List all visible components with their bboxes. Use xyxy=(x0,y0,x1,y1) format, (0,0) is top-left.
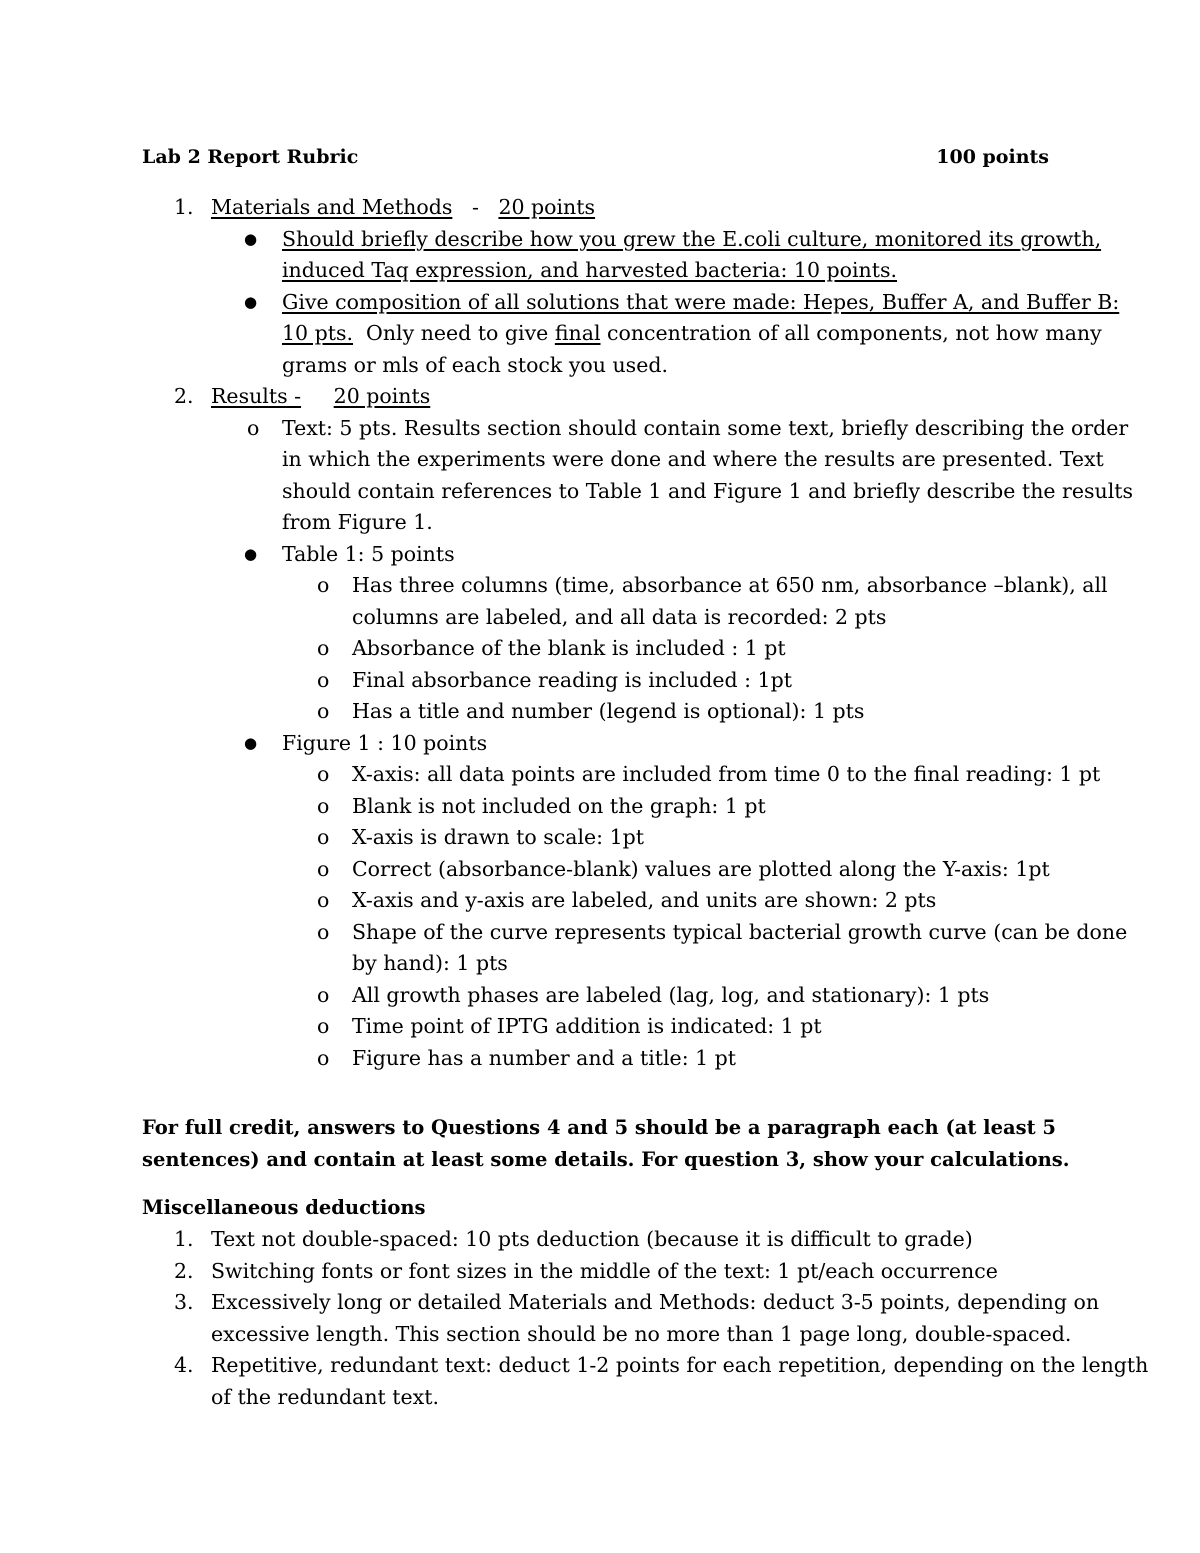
sub-item xyxy=(0,885,1200,917)
sub-item xyxy=(0,759,1200,791)
sub-item xyxy=(0,696,1200,728)
sub-item xyxy=(0,1011,1200,1043)
item-text: Excessively long or detailed Materials and Methods: deduct 3-5 points, depending on xyxy=(211,1290,1100,1314)
list-item xyxy=(0,287,1200,319)
list-item xyxy=(0,224,1200,256)
list-item xyxy=(0,1256,1200,1288)
title-row xyxy=(142,144,1049,170)
sub-item-cont xyxy=(0,602,1200,634)
list-item xyxy=(0,1287,1200,1319)
circle-bullet-icon: o xyxy=(317,888,330,912)
item-text: Shape of the curve represents typical bacterial growth curve (can be done xyxy=(352,919,1128,944)
list-item-cont xyxy=(0,318,1200,350)
item-text: Text not double-spaced: 10 pts deduction (because it is difficult to grade) xyxy=(211,1227,973,1251)
sub-item xyxy=(0,633,1200,665)
list-item-cont xyxy=(0,444,1200,476)
sub-item xyxy=(0,1043,1200,1075)
item-text: X-axis and y-axis are labeled, and units are shown: 2 pts xyxy=(352,888,937,912)
item-text: columns are labeled, and all data is recorded: 2 pts xyxy=(352,604,887,629)
item-text: Final absorbance reading is included : 1pt xyxy=(352,667,792,692)
sub-item xyxy=(0,822,1200,854)
list-item-cont xyxy=(0,255,1200,287)
document-title: Lab 2 Report Rubric xyxy=(142,146,359,168)
item-text: Repetitive, redundant text: deduct 1-2 points for each repetition, depending on the length xyxy=(211,1353,1149,1377)
circle-bullet-icon: o xyxy=(317,762,330,786)
item-text: by hand): 1 pts xyxy=(352,951,508,975)
list-item-cont xyxy=(0,1319,1200,1351)
note-line: For full credit, answers to Questions 4 and 5 should be a paragraph each (at least 5 xyxy=(142,1116,1056,1139)
circle-bullet-icon: o xyxy=(317,793,330,818)
list-item-cont xyxy=(0,507,1200,539)
list-item-cont xyxy=(0,476,1200,508)
list-number: 3. xyxy=(174,1290,194,1314)
item-text: X-axis is drawn to scale: 1pt xyxy=(352,825,645,849)
emphasis-text: final xyxy=(554,321,601,345)
circle-bullet-icon: o xyxy=(317,636,330,660)
sub-item xyxy=(0,980,1200,1012)
circle-bullet-icon: o xyxy=(317,856,330,881)
item-text: induced Taq expression, and harvested bacteria: 10 points. xyxy=(282,258,898,282)
sub-item xyxy=(0,665,1200,697)
separator: - xyxy=(471,195,479,219)
circle-bullet-icon: o xyxy=(317,982,330,1007)
list-number: 1. xyxy=(174,1227,194,1251)
sub-item xyxy=(0,791,1200,823)
item-text: from Figure 1. xyxy=(282,510,433,534)
misc-list xyxy=(0,1224,1200,1413)
item-text: Absorbance of the blank is included : 1 pt xyxy=(352,636,786,660)
list-item xyxy=(0,1224,1200,1256)
bullet-icon: ● xyxy=(244,733,258,752)
list-item-cont xyxy=(0,1382,1200,1414)
circle-bullet-icon: o xyxy=(317,573,330,597)
circle-bullet-icon: o xyxy=(317,919,330,944)
section-title: Materials and Methods xyxy=(211,195,453,219)
item-text: 10 pts. xyxy=(282,321,353,345)
item-text: Blank is not included on the graph: 1 pt xyxy=(352,793,766,818)
circle-bullet-icon: o xyxy=(317,667,330,692)
list-number: 2. xyxy=(174,1258,194,1283)
rubric-content xyxy=(0,192,1200,1074)
item-text: Correct (absorbance-blank) values are plotted along the Y-axis: 1pt xyxy=(352,856,1050,881)
misc-title: Miscellaneous deductions xyxy=(142,1196,426,1219)
item-text: should contain references to Table 1 and Figure 1 and briefly describe the results xyxy=(282,478,1134,503)
section-title: Results - xyxy=(211,384,302,408)
circle-bullet-icon: o xyxy=(317,699,330,723)
item-text: All growth phases are labeled (lag, log, and stationary): 1 pts xyxy=(352,982,990,1007)
sub-item xyxy=(0,570,1200,602)
item-text: excessive length. This section should be no more than 1 page long, double-spaced. xyxy=(211,1321,1072,1346)
sub-item-cont xyxy=(0,948,1200,980)
list-item xyxy=(0,413,1200,445)
item-text: Only need to give xyxy=(366,321,549,345)
bullet-icon: ● xyxy=(244,544,258,563)
section-points: 20 points xyxy=(333,384,431,408)
item-text: Time point of IPTG addition is indicated: 1 pt xyxy=(352,1014,822,1038)
list-number: 1. xyxy=(174,195,194,219)
bullet-icon: ● xyxy=(244,229,258,248)
list-item xyxy=(0,539,1200,571)
list-item xyxy=(0,728,1200,760)
item-text: grams or mls of each stock you used. xyxy=(282,352,668,377)
item-text: Figure has a number and a title: 1 pt xyxy=(352,1045,737,1070)
list-item xyxy=(0,1350,1200,1382)
sub-item xyxy=(0,854,1200,886)
section-heading xyxy=(0,192,1200,224)
bullet-icon: ● xyxy=(244,292,258,311)
list-number: 2. xyxy=(174,384,194,408)
item-text: Has a title and number (legend is optional): 1 pts xyxy=(352,699,865,723)
figure1-label: Figure 1 : 10 points xyxy=(282,730,488,755)
list-item-cont xyxy=(0,350,1200,382)
list-number: 4. xyxy=(174,1353,194,1377)
full-credit-note xyxy=(142,1112,1070,1176)
section-heading xyxy=(0,381,1200,413)
section-points: 20 points xyxy=(498,195,596,219)
circle-bullet-icon: o xyxy=(317,1045,330,1070)
item-text: in which the experiments were done and where the results are presented. Text xyxy=(282,447,1104,471)
item-text: of the redundant text. xyxy=(211,1384,439,1409)
item-text: Has three columns (time, absorbance at 650 nm, absorbance –blank), all xyxy=(352,573,1108,597)
item-text: Should briefly describe how you grew the E.coli culture, monitored its growth, xyxy=(282,226,1102,251)
circle-bullet-icon: o xyxy=(317,1014,330,1038)
item-text: Give composition of all solutions that were made: Hepes, Buffer A, and Buffer B: xyxy=(282,289,1120,314)
item-text: X-axis: all data points are included from time 0 to the final reading: 1 pt xyxy=(352,762,1101,786)
item-text: concentration of all components, not how many xyxy=(607,321,1102,345)
circle-bullet-icon: o xyxy=(247,415,260,440)
total-points: 100 points xyxy=(936,146,1049,168)
note-line: sentences) and contain at least some details. For question 3, show your calculations. xyxy=(142,1148,1070,1171)
item-text: Switching fonts or font sizes in the middle of the text: 1 pt/each occurrence xyxy=(211,1258,998,1283)
item-text: Text: 5 pts. Results section should contain some text, briefly describing the order xyxy=(282,415,1129,440)
sub-item xyxy=(0,917,1200,949)
table1-label: Table 1: 5 points xyxy=(282,541,455,566)
circle-bullet-icon: o xyxy=(317,825,330,849)
